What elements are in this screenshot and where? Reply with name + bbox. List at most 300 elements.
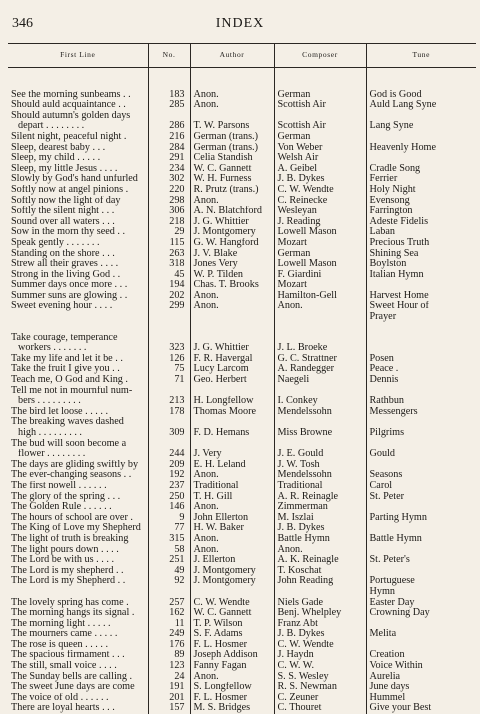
author-cell: Anon. [190,67,274,100]
composer-cell: J. B. Dykes [274,629,366,640]
table-row [8,598,476,609]
tune-cell: Hummel [366,693,476,704]
author-cell: J. Montgomery [190,227,274,238]
table-row [8,386,476,397]
number-cell: 302 [148,174,190,185]
spacer-cell [8,323,148,333]
first-line-cell: The lovely spring has come . [11,597,129,608]
author-cell: Fanny Fagan [190,661,274,672]
tune-cell: Creation [366,650,476,661]
first-line-cell: Silent night, peaceful night . [11,131,127,142]
tune-cell [366,619,476,630]
first-line-cell: Tell me not in mournful num- [11,385,133,396]
table-row [8,407,476,418]
page-title: INDEX [215,16,265,31]
author-cell: W. H. Furness [190,174,274,185]
number-cell: 216 [148,132,190,143]
author-cell: F. L. Hosmer [190,640,274,651]
composer-cell: Benj. Whelpley [274,608,366,619]
table-row [8,185,476,196]
number-cell: 29 [148,227,190,238]
author-cell: Joseph Addison [190,650,274,661]
tune-cell [366,132,476,143]
composer-cell: German [274,132,366,143]
author-cell: W. C. Gannett [190,164,274,175]
table-row [8,566,476,577]
table-header-row [8,44,476,68]
number-cell: 298 [148,196,190,207]
composer-cell: G. C. Strattner [274,354,366,365]
number-cell: 315 [148,534,190,545]
first-line-cell: bers . . . . . . . . . [18,396,81,407]
author-cell: T. W. Parsons [190,121,274,132]
first-line-cell: Softly now the light of day [11,195,121,206]
author-cell: J. G. Whittier [190,343,274,354]
number-cell: 213 [148,396,190,407]
composer-cell: A. Randegger [274,364,366,375]
tune-cell [366,460,476,471]
tune-cell: Precious Truth [366,238,476,249]
composer-cell: Scottish Air [274,121,366,132]
composer-cell: J. E. Gould [274,449,366,460]
number-cell [148,386,190,397]
table-row [8,270,476,281]
author-cell: Anon. [190,100,274,111]
author-cell: W. C. Gannett [190,608,274,619]
tune-cell: Lang Syne [366,121,476,132]
table-row [8,608,476,619]
composer-cell: F. Giardini [274,270,366,281]
page-header [0,16,480,36]
number-cell: 251 [148,555,190,566]
index-rows [8,67,476,714]
first-line-cell: The bud will soon become a [11,438,127,449]
tune-cell [366,545,476,556]
number-cell: 237 [148,481,190,492]
table-row [8,502,476,513]
tune-cell: Adeste Fidelis [366,217,476,228]
number-cell: 291 [148,153,190,164]
number-cell: 250 [148,492,190,503]
author-cell: T. P. Wilson [190,619,274,630]
table-row [8,534,476,545]
composer-cell: C. Thouret [274,703,366,714]
author-cell: John Ellerton [190,513,274,524]
author-cell: J. G. Whittier [190,217,274,228]
table-row [8,587,476,598]
tune-cell: Posen [366,354,476,365]
composer-cell: Scottish Air [274,100,366,111]
table-row [8,672,476,683]
first-line-cell: Teach me, O God and King . [11,375,128,386]
tune-cell: Gould [366,449,476,460]
first-line-cell: Softly now at angel pinions . [11,184,129,195]
composer-cell: Von Weber [274,143,366,154]
composer-cell: C. W. Wendte [274,185,366,196]
author-cell: F. L. Hosmer [190,693,274,704]
first-line-cell: Take courage, temperance [11,332,118,343]
number-cell: 263 [148,249,190,260]
number-cell: 218 [148,217,190,228]
first-line-cell: Standing on the shore . . . [11,248,115,259]
author-cell: A. N. Blatchford [190,206,274,217]
first-line-cell: The sweet June days are come [11,682,135,693]
composer-cell: Hamilton-Gell [274,291,366,302]
table-row [8,227,476,238]
tune-cell: Holy Night [366,185,476,196]
author-cell: Anon. [190,545,274,556]
composer-cell: J. Haydn [274,650,366,661]
table-row [8,650,476,661]
number-cell: 115 [148,238,190,249]
tune-cell: Italian Hymn [366,270,476,281]
number-cell [148,111,190,122]
number-cell: 257 [148,598,190,609]
composer-cell: Battle Hymn [274,534,366,545]
first-line-cell: Softly the silent night . . . [11,206,115,217]
table-row [8,121,476,132]
tune-cell [366,502,476,513]
table-row [8,196,476,207]
tune-cell: Prayer [366,312,476,323]
tune-cell: Auld Lang Syne [366,100,476,111]
tune-cell: Sweet Hour of [366,301,476,312]
composer-cell [274,111,366,122]
number-cell: 49 [148,566,190,577]
first-line-cell: There are loyal hearts . . . [11,703,115,714]
composer-cell: Mendelssohn [274,470,366,481]
author-cell [190,439,274,450]
number-cell: 123 [148,661,190,672]
tune-cell [366,566,476,577]
table-row [8,100,476,111]
first-line-cell: The rose is queen . . . . . [11,639,109,650]
composer-cell: Mendelssohn [274,407,366,418]
first-line-cell: The hours of school are over . [11,512,133,523]
first-line-cell: Sow in the morn thy seed . . [11,227,126,238]
author-cell: H. Longfellow [190,396,274,407]
first-line-cell: The Golden Rule . . . . . . [11,502,112,513]
table-row [8,174,476,185]
number-cell: 146 [148,502,190,513]
tune-cell [366,153,476,164]
number-cell: 284 [148,143,190,154]
table-row [8,111,476,122]
composer-cell: Niels Gade [274,598,366,609]
tune-cell: Peace . [366,364,476,375]
composer-cell: S. S. Wesley [274,672,366,683]
number-cell: 71 [148,375,190,386]
spacer-cell [366,323,476,333]
tune-cell [366,280,476,291]
first-line-cell: The spacious firmament . . . [11,650,125,661]
composer-cell: Anon. [274,545,366,556]
composer-cell: Lowell Mason [274,259,366,270]
tune-cell: St. Peter's [366,555,476,566]
author-cell: Anon. [190,502,274,513]
composer-cell: M. Iszlai [274,513,366,524]
first-line-cell: flower . . . . . . . . [18,449,86,460]
first-line-cell: The Lord be with us . . . . [11,555,114,566]
first-line-cell: The voice of old . . . . . . [11,692,109,703]
number-cell: 202 [148,291,190,302]
spacer-cell [274,323,366,333]
author-cell: J. Ellerton [190,555,274,566]
tune-cell: Heavenly Home [366,143,476,154]
author-cell: German (trans.) [190,132,274,143]
number-cell: 92 [148,576,190,587]
author-cell: Anon. [190,301,274,312]
tune-cell: Carol [366,481,476,492]
first-line-cell: The mourners came . . . . . [11,629,118,640]
author-cell: F. D. Hemans [190,428,274,439]
first-line-cell: high . . . . . . . . . [18,428,82,438]
number-cell: 157 [148,703,190,714]
tune-cell: St. Peter [366,492,476,503]
first-line-cell: The King of Love my Shepherd [11,523,141,534]
first-line-cell: depart . . . . . . . . [18,121,85,132]
author-cell: Thomas Moore [190,407,274,418]
composer-cell: Zimmerman [274,502,366,513]
tune-cell: Pilgrims [366,428,476,439]
table-row [8,619,476,630]
first-line-cell: Slowly by God's hand unfurled [11,174,138,185]
composer-cell: A. R. Reinagle [274,492,366,503]
tune-cell: Harvest Home [366,291,476,302]
composer-cell: J. B. Dykes [274,174,366,185]
first-line-cell: The morning hangs its signal . [11,608,135,619]
composer-cell: C. W. Wendte [274,640,366,651]
table-row [8,333,476,344]
number-cell: 45 [148,270,190,281]
first-line-cell: workers . . . . . . . [18,343,87,354]
first-line-cell: Take my life and let it be . . [11,353,123,364]
tune-cell: Give your Best [366,703,476,714]
number-cell: 183 [148,67,190,100]
tune-cell: Dennis [366,375,476,386]
tune-cell: Parting Hymn [366,513,476,524]
composer-cell: Naegeli [274,375,366,386]
first-line-cell: Sleep, my little Jesus . . . . [11,163,118,174]
tune-cell: Ferrier [366,174,476,185]
tune-cell [366,523,476,534]
tune-cell: Seasons [366,470,476,481]
tune-cell: Portuguese [366,576,476,587]
tune-cell: Rathbun [366,396,476,407]
number-cell: 299 [148,301,190,312]
first-line-cell: Strew all their graves . . . . [11,259,119,270]
author-cell: Jones Very [190,259,274,270]
composer-cell: Franz Abt [274,619,366,630]
author-cell: M. S. Bridges [190,703,274,714]
tune-cell: Laban [366,227,476,238]
author-cell: Chas. T. Brooks [190,280,274,291]
table-row [8,291,476,302]
first-line-cell: Speak gently . . . . . . . [11,237,100,248]
number-cell: 220 [148,185,190,196]
tune-cell: Voice Within [366,661,476,672]
first-line-cell [8,312,148,323]
tune-cell [366,111,476,122]
author-cell: Lucy Larcom [190,364,274,375]
number-cell: 285 [148,100,190,111]
first-line-cell: Summer suns are glowing . . [11,290,128,301]
number-cell: 194 [148,280,190,291]
table-row [8,513,476,524]
author-cell: Anon. [190,534,274,545]
number-cell: 11 [148,619,190,630]
table-row [8,481,476,492]
author-cell [190,417,274,428]
composer-cell: T. Koschat [274,566,366,577]
author-cell: German (trans.) [190,143,274,154]
composer-cell [274,312,366,323]
composer-cell: Mozart [274,280,366,291]
author-cell [190,111,274,122]
tune-cell: Cradle Song [366,164,476,175]
table-row [8,67,476,100]
tune-cell: Boylston [366,259,476,270]
author-cell: Anon. [190,196,274,207]
number-cell: 249 [148,629,190,640]
composer-cell: C. Reinecke [274,196,366,207]
column-header-first-line: First Line [8,44,148,68]
composer-cell [274,417,366,428]
author-cell: W. P. Tilden [190,270,274,281]
number-cell: 77 [148,523,190,534]
number-cell [148,312,190,323]
number-cell: 24 [148,672,190,683]
composer-cell: I. Conkey [274,396,366,407]
tune-cell [366,417,476,428]
number-cell: 323 [148,343,190,354]
table-row [8,364,476,375]
tune-cell: Battle Hymn [366,534,476,545]
table-row [8,217,476,228]
tune-cell: Melita [366,629,476,640]
table-row [8,343,476,354]
table-row [8,375,476,386]
author-cell [190,312,274,323]
number-cell: 201 [148,693,190,704]
composer-cell [274,386,366,397]
table-row [8,249,476,260]
number-cell: 192 [148,470,190,481]
first-line-cell: The days are gliding swiftly by [11,459,139,470]
composer-cell: Miss Browne [274,428,366,439]
composer-cell: Anon. [274,301,366,312]
number-cell [148,333,190,344]
tune-cell: God is Good [366,67,476,100]
table-row [8,206,476,217]
tune-cell: June days [366,682,476,693]
tune-cell [366,343,476,354]
author-cell: S. Longfellow [190,682,274,693]
tune-cell: Farrington [366,206,476,217]
table-row [8,153,476,164]
composer-cell: Traditional [274,481,366,492]
composer-cell [274,439,366,450]
spacer-row [8,323,476,333]
composer-cell: German [274,249,366,260]
spacer-cell [190,323,274,333]
first-line-cell: The light of truth is breaking [11,533,129,544]
author-cell: Geo. Herbert [190,375,274,386]
first-line-cell: The still, small voice . . . . [11,661,117,672]
author-cell: S. F. Adams [190,629,274,640]
number-cell: 318 [148,259,190,270]
first-line-cell: The breaking waves dashed [11,417,124,428]
first-line-cell: Sleep, dearest baby . . . [11,142,106,153]
author-cell: Celia Standish [190,153,274,164]
number-cell: 209 [148,460,190,471]
table-row [8,312,476,323]
number-cell: 286 [148,121,190,132]
tune-cell: Messengers [366,407,476,418]
author-cell: Anon. [190,672,274,683]
author-cell: C. W. Wendte [190,598,274,609]
number-cell [148,417,190,428]
composer-cell: John Reading [274,576,366,587]
tune-cell: Shining Sea [366,249,476,260]
author-cell: F. R. Havergal [190,354,274,365]
first-line-cell: Sleep, my child . . . . . [11,153,101,164]
table-row [8,428,476,439]
table-row [8,492,476,503]
author-cell: R. Prutz (trans.) [190,185,274,196]
first-line-cell: The Lord is my Shepherd . . [11,576,126,587]
column-header-author: Author [190,44,274,68]
table-row [8,545,476,556]
table-row [8,640,476,651]
first-line-cell: The Sunday bells are calling . [11,671,133,682]
first-line-cell: The glory of the spring . . . [11,491,121,502]
table-row [8,576,476,587]
first-line-cell: Sweet evening hour . . . . [11,301,113,312]
column-header-number: No. [148,44,190,68]
composer-cell: Lowell Mason [274,227,366,238]
composer-cell: C. Zeuner [274,693,366,704]
author-cell: Traditional [190,481,274,492]
number-cell: 89 [148,650,190,661]
author-cell: J. Very [190,449,274,460]
author-cell: T. H. Gill [190,492,274,503]
number-cell: 162 [148,608,190,619]
author-cell [190,333,274,344]
author-cell: G. W. Hangford [190,238,274,249]
composer-cell: Mozart [274,238,366,249]
tune-cell: Aurelia [366,672,476,683]
number-cell: 309 [148,428,190,439]
first-line-cell: The light pours down . . . . [11,544,119,555]
page-number: 346 [12,16,33,31]
composer-cell: Welsh Air [274,153,366,164]
number-cell: 58 [148,545,190,556]
author-cell: E. H. Leland [190,460,274,471]
author-cell: J. V. Blake [190,249,274,260]
table-row [8,449,476,460]
composer-cell: German [274,67,366,100]
author-cell: J. Montgomery [190,576,274,587]
author-cell: J. Montgomery [190,566,274,577]
first-line-cell: The Lord is my shepherd . . [11,565,124,576]
first-line-cell: Should auld acquaintance . . [11,100,126,111]
table-row [8,259,476,270]
index-table [8,43,476,714]
column-header-composer: Composer [274,44,366,68]
tune-cell [366,439,476,450]
table-row [8,417,476,428]
